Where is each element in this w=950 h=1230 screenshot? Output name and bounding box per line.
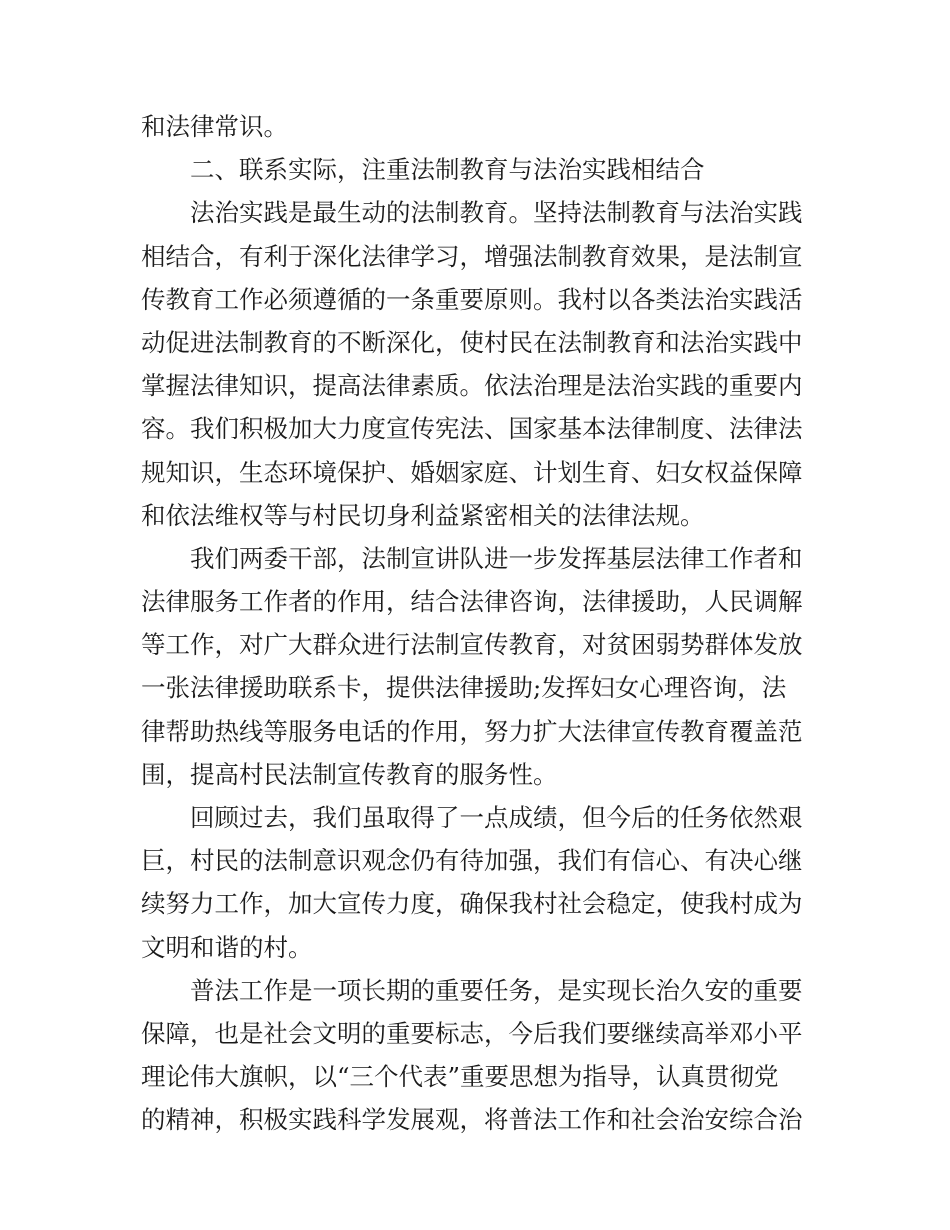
text-line: 保障，也是社会文明的重要标志，今后我们要继续高举邓小平 — [141, 1018, 803, 1048]
text-line: 规知识，生态环境保护、婚姻家庭、计划生育、妇女权益保障 — [141, 457, 803, 487]
paragraph-law-practice — [141, 191, 811, 537]
text-line: 容。我们积极加大力度宣传宪法、国家基本法律制度、法律法 — [141, 414, 803, 444]
text-line: 掌握法律知识，提高法律素质。依法治理是法治实践的重要内 — [141, 371, 803, 401]
paragraph-future-work — [141, 969, 811, 1142]
paragraph-continuation — [141, 105, 811, 148]
text-line: 理论伟大旗帜，以“三个代表”重要思想为指导，认真贯彻党 — [141, 1062, 779, 1092]
section-heading — [141, 148, 811, 191]
text-line: 普法工作是一项长期的重要任务，是实现长治久安的重要 — [190, 975, 803, 1005]
text-line: 等工作，对广大群众进行法制宣传教育，对贫困弱势群体发放 — [141, 630, 803, 660]
text-line: 的精神，积极实践科学发展观，将普法工作和社会治安综合治 — [141, 1105, 803, 1135]
text-line: 动促进法制教育的不断深化，使村民在法制教育和法治实践中 — [141, 327, 803, 357]
text-line: 法律服务工作者的作用，结合法律咨询，法律援助，人民调解 — [141, 587, 803, 617]
text-line: 围，提高村民法制宣传教育的服务性。 — [141, 759, 558, 789]
text-line: 法治实践是最生动的法制教育。坚持法制教育与法治实践 — [190, 198, 803, 228]
text-line: 续努力工作，加大宣传力度，确保我村社会稳定，使我村成为 — [141, 889, 803, 919]
text-line: 文明和谐的村。 — [141, 932, 313, 962]
document-body — [141, 105, 811, 1142]
text-line: 巨，村民的法制意识观念仍有待加强，我们有信心、有决心继 — [141, 846, 803, 876]
paragraph-legal-services — [141, 537, 811, 796]
text-line: 传教育工作必须遵循的一条重要原则。我村以各类法治实践活 — [141, 284, 803, 314]
text-line: 相结合，有利于深化法律学习，增强法制教育效果，是法制宣 — [141, 241, 803, 271]
text-line: 和依法维权等与村民切身利益紧密相关的法律法规。 — [141, 500, 705, 530]
text-line: 回顾过去，我们虽取得了一点成绩，但今后的任务依然艰 — [190, 803, 803, 832]
text-line: 和法律常识。 — [141, 112, 288, 141]
text-line: 律帮助热线等服务电话的作用，努力扩大法律宣传教育覆盖范 — [141, 716, 803, 746]
text-line: 我们两委干部，法制宣讲队进一步发挥基层法律工作者和 — [190, 543, 803, 573]
text-line: 一张法律援助联系卡，提供法律援助;发挥妇女心理咨询，法 — [141, 673, 787, 703]
paragraph-review — [141, 796, 811, 969]
heading-line: 二、联系实际，注重法制教育与法治实践相结合 — [190, 155, 705, 185]
